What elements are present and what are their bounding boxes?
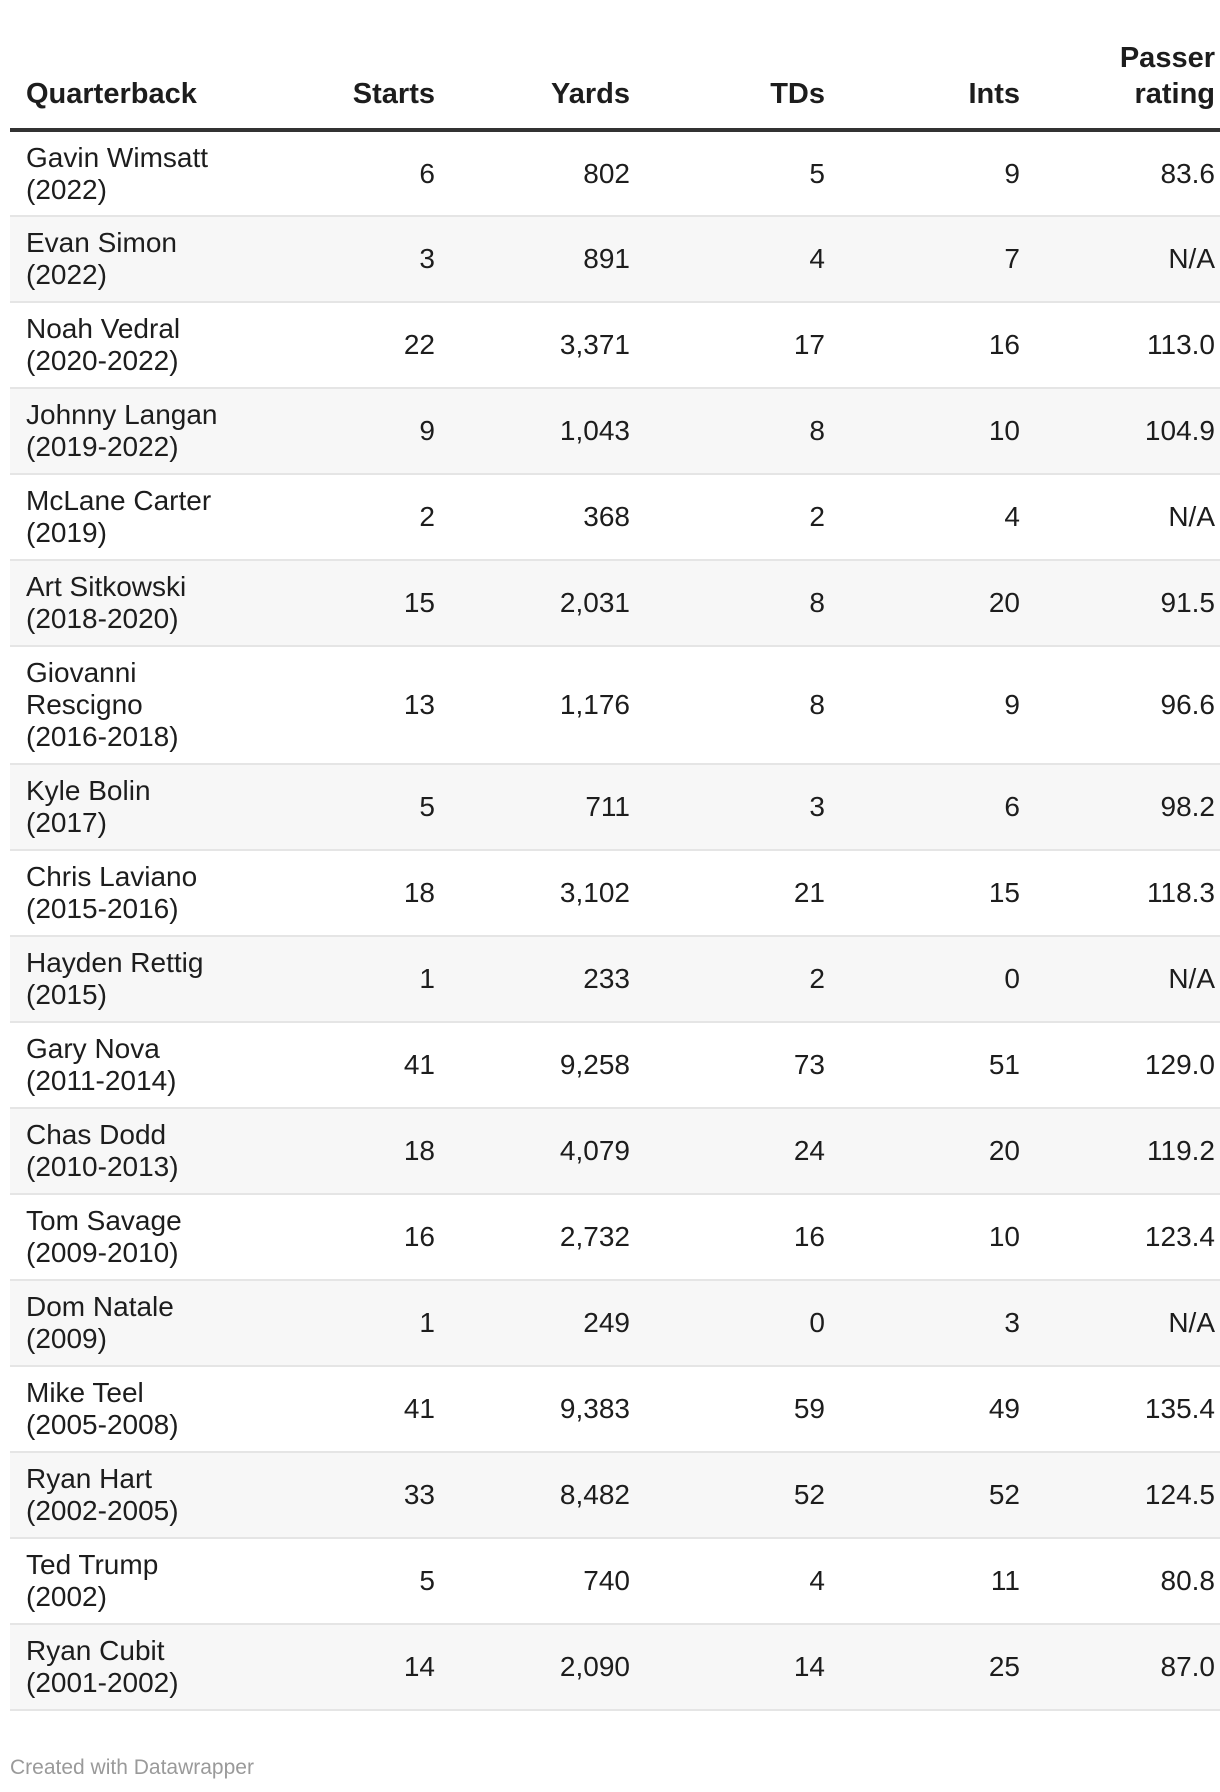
table-row xyxy=(10,216,1220,302)
rating-cell: 118.3 xyxy=(1036,850,1220,936)
quarterback-cell xyxy=(10,646,256,764)
yards-cell: 233 xyxy=(451,936,646,1022)
table-row xyxy=(10,936,1220,1022)
table-row xyxy=(10,1624,1220,1710)
rating-cell: 135.4 xyxy=(1036,1366,1220,1452)
quarterback-years: (2011-2014) xyxy=(26,1065,177,1096)
quarterback-cell xyxy=(10,1624,256,1710)
rating-cell: 96.6 xyxy=(1036,646,1220,764)
starts-cell: 1 xyxy=(256,1280,451,1366)
quarterback-years: (2015-2016) xyxy=(26,893,179,924)
tds-cell: 2 xyxy=(646,936,841,1022)
quarterback-cell xyxy=(10,1452,256,1538)
yards-cell: 2,031 xyxy=(451,560,646,646)
rating-cell: 87.0 xyxy=(1036,1624,1220,1710)
datawrapper-credit: Created with Datawrapper xyxy=(10,1756,254,1779)
quarterback-name: Johnny Langan xyxy=(26,399,218,430)
rating-cell: N/A xyxy=(1036,474,1220,560)
table-row xyxy=(10,388,1220,474)
tds-cell: 52 xyxy=(646,1452,841,1538)
table-row xyxy=(10,1538,1220,1624)
quarterback-name: Chas Dodd xyxy=(26,1119,167,1150)
table-row xyxy=(10,1366,1220,1452)
yards-cell: 3,371 xyxy=(451,302,646,388)
rating-cell: 123.4 xyxy=(1036,1194,1220,1280)
ints-cell: 10 xyxy=(841,388,1036,474)
column-header-yards[interactable]: Yards xyxy=(451,40,646,130)
starts-cell: 22 xyxy=(256,302,451,388)
table-row xyxy=(10,130,1220,216)
quarterback-years: (2002) xyxy=(26,1581,107,1612)
starts-cell: 14 xyxy=(256,1624,451,1710)
tds-cell: 73 xyxy=(646,1022,841,1108)
ints-cell: 52 xyxy=(841,1452,1036,1538)
rating-cell: 83.6 xyxy=(1036,130,1220,216)
yards-cell: 368 xyxy=(451,474,646,560)
starts-cell: 1 xyxy=(256,936,451,1022)
quarterback-years: (2020-2022) xyxy=(26,345,179,376)
table-row xyxy=(10,474,1220,560)
table-row xyxy=(10,764,1220,850)
tds-cell: 3 xyxy=(646,764,841,850)
quarterback-years: (2002-2005) xyxy=(26,1495,179,1526)
ints-cell: 3 xyxy=(841,1280,1036,1366)
yards-cell: 9,258 xyxy=(451,1022,646,1108)
quarterback-cell xyxy=(10,764,256,850)
quarterback-years: (2009) xyxy=(26,1323,107,1354)
tds-cell: 59 xyxy=(646,1366,841,1452)
rating-cell: N/A xyxy=(1036,216,1220,302)
starts-cell: 2 xyxy=(256,474,451,560)
ints-cell: 0 xyxy=(841,936,1036,1022)
column-header-quarterback[interactable]: Quarterback xyxy=(10,40,256,130)
quarterback-cell xyxy=(10,302,256,388)
yards-cell: 2,090 xyxy=(451,1624,646,1710)
quarterback-cell xyxy=(10,1366,256,1452)
ints-cell: 11 xyxy=(841,1538,1036,1624)
column-header-tds[interactable]: TDs xyxy=(646,40,841,130)
quarterback-years: (2022) xyxy=(26,259,107,290)
quarterback-name: Gary Nova xyxy=(26,1033,160,1064)
quarterback-cell xyxy=(10,474,256,560)
quarterback-years: (2016-2018) xyxy=(26,721,179,752)
ints-cell: 6 xyxy=(841,764,1036,850)
quarterback-years: (2010-2013) xyxy=(26,1151,179,1182)
quarterback-name: Hayden Rettig xyxy=(26,947,204,978)
rating-cell: 80.8 xyxy=(1036,1538,1220,1624)
quarterback-years: (2009-2010) xyxy=(26,1237,179,1268)
yards-cell: 249 xyxy=(451,1280,646,1366)
rating-cell: 119.2 xyxy=(1036,1108,1220,1194)
rating-cell: N/A xyxy=(1036,936,1220,1022)
quarterback-name: McLane Carter xyxy=(26,485,212,516)
ints-cell: 15 xyxy=(841,850,1036,936)
table-body xyxy=(10,130,1220,1710)
rating-cell: 91.5 xyxy=(1036,560,1220,646)
table-row xyxy=(10,1022,1220,1108)
quarterback-years: (2019-2022) xyxy=(26,431,179,462)
rating-cell: 129.0 xyxy=(1036,1022,1220,1108)
quarterback-name: Ted Trump xyxy=(26,1549,159,1580)
quarterback-cell xyxy=(10,1280,256,1366)
tds-cell: 4 xyxy=(646,216,841,302)
quarterback-name: Kyle Bolin xyxy=(26,775,151,806)
starts-cell: 18 xyxy=(256,1108,451,1194)
starts-cell: 41 xyxy=(256,1022,451,1108)
quarterback-cell xyxy=(10,1022,256,1108)
quarterback-name: Ryan Hart xyxy=(26,1463,153,1494)
table-row xyxy=(10,1452,1220,1538)
quarterback-name: Chris Laviano xyxy=(26,861,198,892)
ints-cell: 4 xyxy=(841,474,1036,560)
quarterback-cell xyxy=(10,850,256,936)
ints-cell: 9 xyxy=(841,130,1036,216)
starts-cell: 6 xyxy=(256,130,451,216)
ints-cell: 10 xyxy=(841,1194,1036,1280)
ints-cell: 20 xyxy=(841,560,1036,646)
table-row xyxy=(10,1194,1220,1280)
yards-cell: 1,176 xyxy=(451,646,646,764)
column-header-starts[interactable]: Starts xyxy=(256,40,451,130)
yards-cell: 891 xyxy=(451,216,646,302)
tds-cell: 17 xyxy=(646,302,841,388)
starts-cell: 15 xyxy=(256,560,451,646)
starts-cell: 5 xyxy=(256,1538,451,1624)
tds-cell: 8 xyxy=(646,646,841,764)
quarterback-years: (2018-2020) xyxy=(26,603,179,634)
quarterback-cell xyxy=(10,130,256,216)
quarterback-years: (2019) xyxy=(26,517,107,548)
quarterback-stats-table xyxy=(10,40,1220,1711)
rating-cell: 104.9 xyxy=(1036,388,1220,474)
starts-cell: 41 xyxy=(256,1366,451,1452)
ints-cell: 9 xyxy=(841,646,1036,764)
starts-cell: 3 xyxy=(256,216,451,302)
rating-cell: 98.2 xyxy=(1036,764,1220,850)
quarterback-name: Gavin Wimsatt xyxy=(26,141,209,173)
quarterback-cell xyxy=(10,216,256,302)
rating-cell: 124.5 xyxy=(1036,1452,1220,1538)
ints-cell: 51 xyxy=(841,1022,1036,1108)
tds-cell: 24 xyxy=(646,1108,841,1194)
rating-cell: N/A xyxy=(1036,1280,1220,1366)
quarterback-years: (2015) xyxy=(26,979,107,1010)
table-row xyxy=(10,302,1220,388)
tds-cell: 21 xyxy=(646,850,841,936)
quarterback-name: Dom Natale xyxy=(26,1291,174,1322)
starts-cell: 13 xyxy=(256,646,451,764)
header-row xyxy=(10,40,1220,130)
quarterback-years: (2017) xyxy=(26,807,107,838)
quarterback-name: Tom Savage xyxy=(26,1205,182,1236)
starts-cell: 9 xyxy=(256,388,451,474)
quarterback-years: (2001-2002) xyxy=(26,1667,179,1698)
starts-cell: 33 xyxy=(256,1452,451,1538)
quarterback-years: (2022) xyxy=(26,173,107,205)
tds-cell: 16 xyxy=(646,1194,841,1280)
quarterback-years: (2005-2008) xyxy=(26,1409,179,1440)
quarterback-cell xyxy=(10,1538,256,1624)
quarterback-name: Giovanni Rescigno xyxy=(26,657,143,720)
yards-cell: 1,043 xyxy=(451,388,646,474)
quarterback-cell xyxy=(10,1194,256,1280)
rating-cell: 113.0 xyxy=(1036,302,1220,388)
table-row xyxy=(10,560,1220,646)
quarterback-name: Noah Vedral xyxy=(26,313,181,344)
yards-cell: 740 xyxy=(451,1538,646,1624)
starts-cell: 16 xyxy=(256,1194,451,1280)
quarterback-cell xyxy=(10,1108,256,1194)
yards-cell: 2,732 xyxy=(451,1194,646,1280)
tds-cell: 0 xyxy=(646,1280,841,1366)
starts-cell: 18 xyxy=(256,850,451,936)
column-header-ints[interactable]: Ints xyxy=(841,40,1036,130)
table-row xyxy=(10,646,1220,764)
quarterback-cell xyxy=(10,560,256,646)
yards-cell: 3,102 xyxy=(451,850,646,936)
quarterback-name: Art Sitkowski xyxy=(26,571,187,602)
table-row xyxy=(10,1108,1220,1194)
tds-cell: 14 xyxy=(646,1624,841,1710)
yards-cell: 8,482 xyxy=(451,1452,646,1538)
tds-cell: 8 xyxy=(646,388,841,474)
quarterback-name: Evan Simon xyxy=(26,227,177,258)
starts-cell: 5 xyxy=(256,764,451,850)
tds-cell: 2 xyxy=(646,474,841,560)
ints-cell: 20 xyxy=(841,1108,1036,1194)
ints-cell: 49 xyxy=(841,1366,1036,1452)
yards-cell: 9,383 xyxy=(451,1366,646,1452)
tds-cell: 4 xyxy=(646,1538,841,1624)
quarterback-table-container xyxy=(10,40,1215,1711)
yards-cell: 711 xyxy=(451,764,646,850)
tds-cell: 5 xyxy=(646,130,841,216)
ints-cell: 16 xyxy=(841,302,1036,388)
ints-cell: 7 xyxy=(841,216,1036,302)
ints-cell: 25 xyxy=(841,1624,1036,1710)
table-row xyxy=(10,1280,1220,1366)
yards-cell: 802 xyxy=(451,130,646,216)
column-header-passer-rating[interactable]: Passer rating xyxy=(1036,40,1220,130)
tds-cell: 8 xyxy=(646,560,841,646)
yards-cell: 4,079 xyxy=(451,1108,646,1194)
quarterback-cell xyxy=(10,388,256,474)
table-row xyxy=(10,850,1220,936)
quarterback-cell xyxy=(10,936,256,1022)
quarterback-name: Mike Teel xyxy=(26,1377,144,1408)
quarterback-name: Ryan Cubit xyxy=(26,1635,165,1666)
